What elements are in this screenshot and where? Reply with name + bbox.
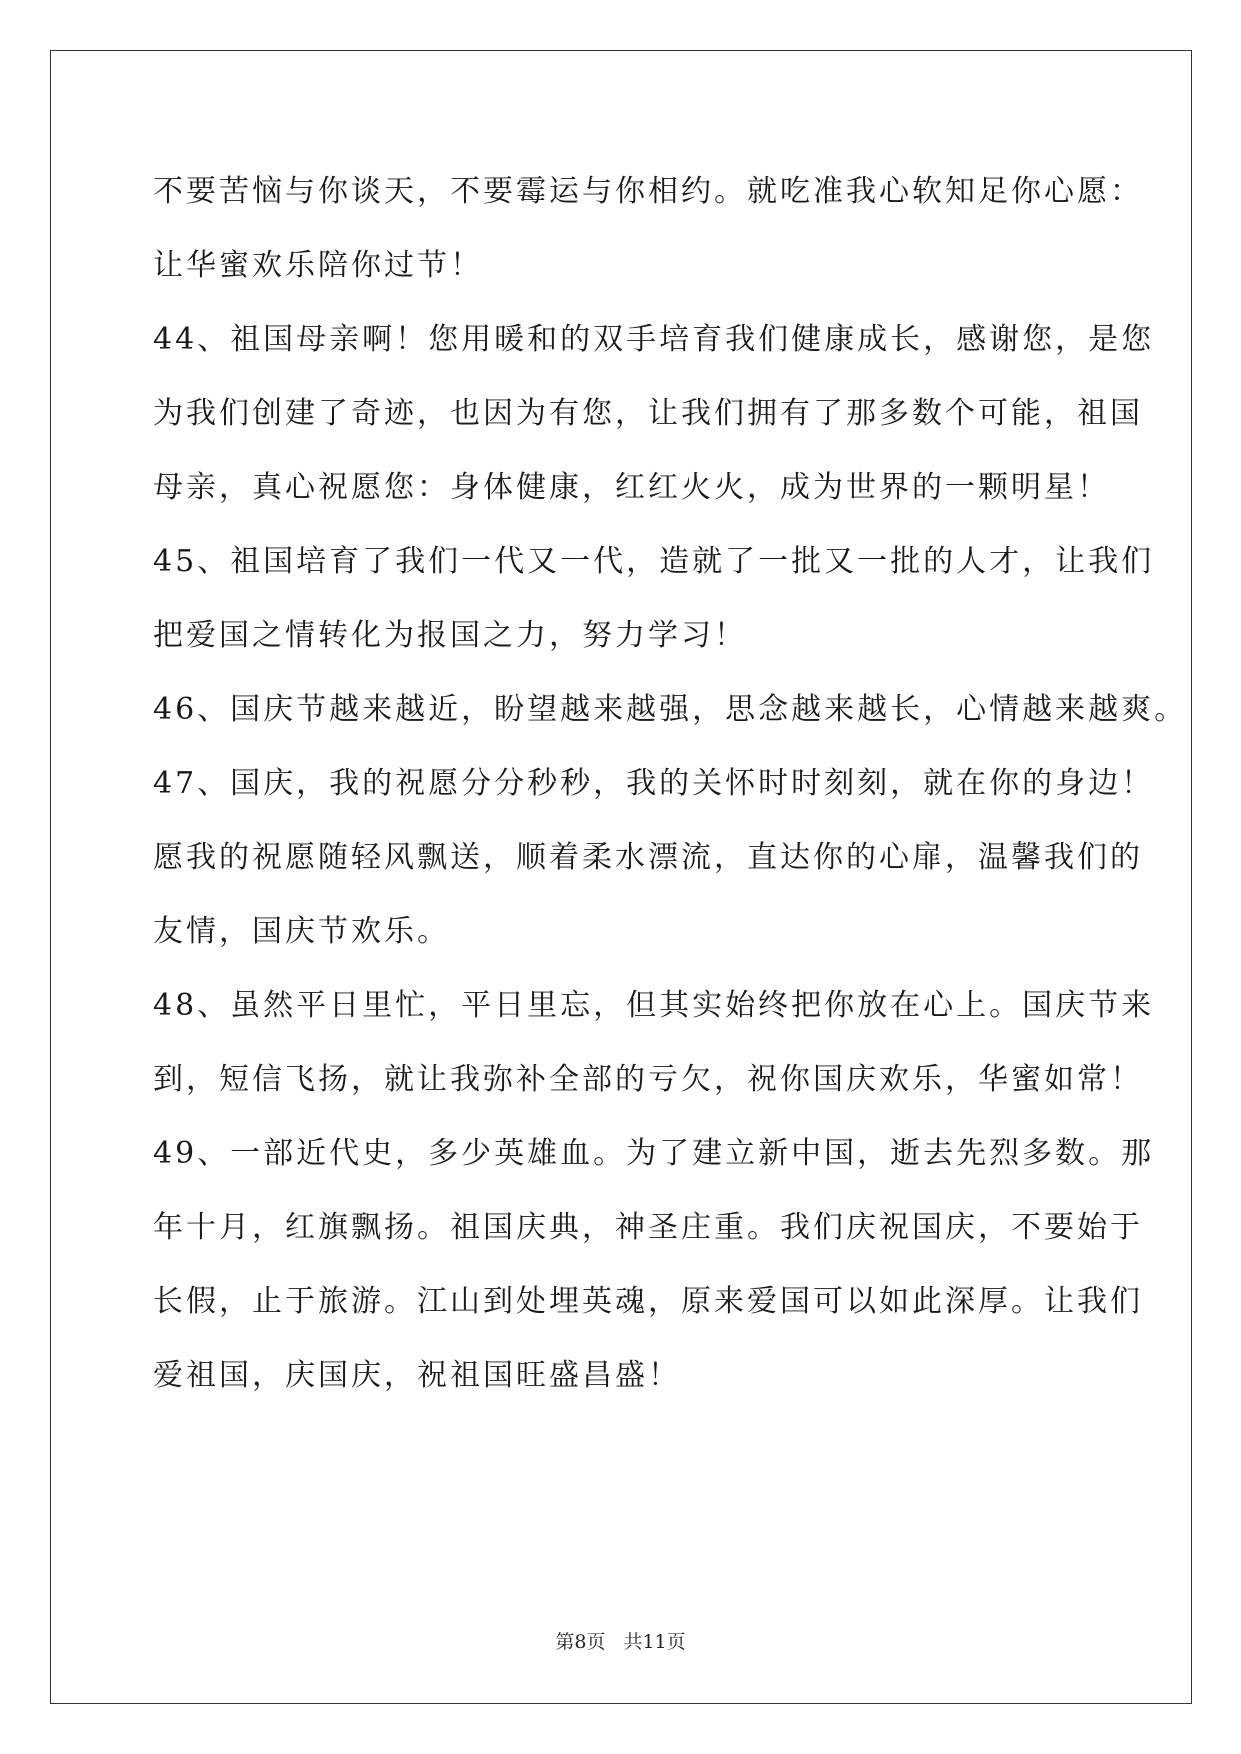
body-text-line: 年十月，红旗飘扬。祖国庆典，神圣庄重。我们庆祝国庆，不要始于: [153, 1210, 1143, 1245]
body-text-line: 母亲，真心祝愿您：身体健康，红红火火，成为世界的一颗明星！: [153, 470, 1110, 505]
body-text-line: 47、国庆，我的祝愿分分秒秒，我的关怀时时刻刻，就在你的身边！: [153, 766, 1155, 801]
body-text-line: 把爱国之情转化为报国之力，努力学习！: [153, 618, 747, 653]
body-text-line: 友情，国庆节欢乐。: [153, 914, 450, 949]
page-number-total: 共11页: [623, 1631, 686, 1653]
body-text-line: 44、祖国母亲啊！您用暖和的双手培育我们健康成长，感谢您，是您: [153, 322, 1155, 357]
page-footer: [0, 1630, 1241, 1654]
body-text-line: 让华蜜欢乐陪你过节！: [153, 248, 483, 283]
body-text-line: 为我们创建了奇迹，也因为有您，让我们拥有了那多数个可能，祖国: [153, 396, 1143, 431]
body-text-line: 爱祖国，庆国庆，祝祖国旺盛昌盛！: [153, 1358, 681, 1393]
page-number-current: 第8页: [555, 1631, 606, 1653]
body-text-line: 48、虽然平日里忙，平日里忘，但其实始终把你放在心上。国庆节来: [153, 988, 1155, 1023]
body-text-line: 不要苦恼与你谈天，不要霉运与你相约。就吃准我心软知足你心愿：: [153, 174, 1143, 209]
body-text-line: 到，短信飞扬，就让我弥补全部的亏欠，祝你国庆欢乐，华蜜如常！: [153, 1062, 1143, 1097]
body-text-line: 49、一部近代史，多少英雄血。为了建立新中国，逝去先烈多数。那: [153, 1136, 1155, 1171]
body-text-line: 45、祖国培育了我们一代又一代，造就了一批又一批的人才，让我们: [153, 544, 1155, 579]
body-text-line: 愿我的祝愿随轻风飘送，顺着柔水漂流，直达你的心扉，温馨我们的: [153, 840, 1143, 875]
body-text-line: 长假，止于旅游。江山到处埋英魂，原来爱国可以如此深厚。让我们: [153, 1284, 1143, 1319]
body-text-line: 46、国庆节越来越近，盼望越来越强，思念越来越长，心情越来越爽。: [153, 692, 1188, 727]
